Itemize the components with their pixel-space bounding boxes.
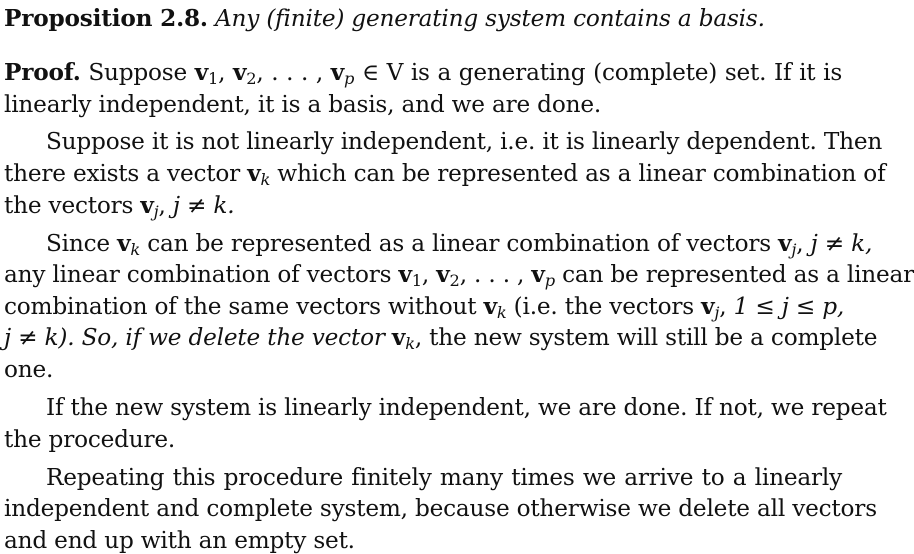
p2-line-1 <box>46 128 883 155</box>
text: Suppose <box>88 59 187 86</box>
math-vj: $v_j$, <box>778 230 804 260</box>
math-text: 1 ≤ j ≤ p, <box>733 293 845 320</box>
text: the new system will still be a complete <box>429 324 878 351</box>
text: combination of the same vectors without <box>4 293 477 320</box>
p3-line-3 <box>4 293 845 323</box>
text: and end up with an empty set. <box>4 527 355 554</box>
proof-line-2 <box>4 93 842 116</box>
proof-label: Proof. <box>4 59 81 86</box>
text: If the new system is linearly independent, we are done. If not, we repeat <box>46 394 887 421</box>
p5-line-3 <box>4 529 842 552</box>
math-vj: $v_j$, <box>701 293 727 323</box>
math-vk: $v_k$ <box>247 160 271 190</box>
text: (i.e. the vectors <box>513 293 694 320</box>
text: the vectors <box>4 192 134 219</box>
p5-line-2 <box>4 495 877 522</box>
p3-line-4 <box>4 324 878 354</box>
p2-line-2 <box>4 160 886 190</box>
text: there exists a vector <box>4 160 241 187</box>
text: Suppose it is not linearly independent, i.e. it is linearly dependent. Then <box>46 128 883 155</box>
text: Since <box>46 230 110 257</box>
math-vector-list: $v_1$, $v_2$, . . . , $v_p$ <box>398 261 555 291</box>
math-text: j ≠ k, <box>810 230 873 257</box>
text: any linear combination of vectors <box>4 261 392 288</box>
text: Repeating this procedure finitely many times we arrive to a linearly <box>46 464 842 491</box>
math-vj: $v_j$, <box>140 192 166 222</box>
text: linearly independent, it is a basis, and we are done. <box>4 91 602 118</box>
p4-line-1 <box>46 394 887 421</box>
p3-line-1 <box>46 230 873 260</box>
proof-line-1 <box>4 59 843 89</box>
text: which can be represented as a linear combination of <box>277 160 886 187</box>
text: independent and complete system, because otherwise we delete all vectors <box>4 495 877 522</box>
text: one. <box>4 356 54 383</box>
text: ∈ V is a generating (complete) set. If it is <box>361 59 843 86</box>
p3-line-2 <box>4 261 914 291</box>
p5-line-1 <box>46 466 842 489</box>
proposition-label: Proposition 2.8. <box>4 5 208 32</box>
math-vk: $v_k$ <box>117 230 141 260</box>
proposition-heading <box>4 7 842 30</box>
math-text: j ≠ k. <box>172 192 235 219</box>
p2-line-3 <box>4 192 842 222</box>
math-text: j ≠ k). So, if we delete the vector <box>4 324 385 351</box>
math-vector-list: $v_1$, $v_2$, . . . , $v_p$ <box>194 59 355 89</box>
proposition-statement: Any (finite) generating system contains a basis. <box>214 5 765 32</box>
p3-line-5 <box>4 358 842 381</box>
p4-line-2 <box>4 428 842 451</box>
text: can be represented as a linear combination of vectors <box>147 230 771 257</box>
text: the procedure. <box>4 426 176 453</box>
text: can be represented as a linear <box>562 261 914 288</box>
math-vk: $v_k$ <box>483 293 507 323</box>
math-vk: $v_k$, <box>391 324 422 354</box>
